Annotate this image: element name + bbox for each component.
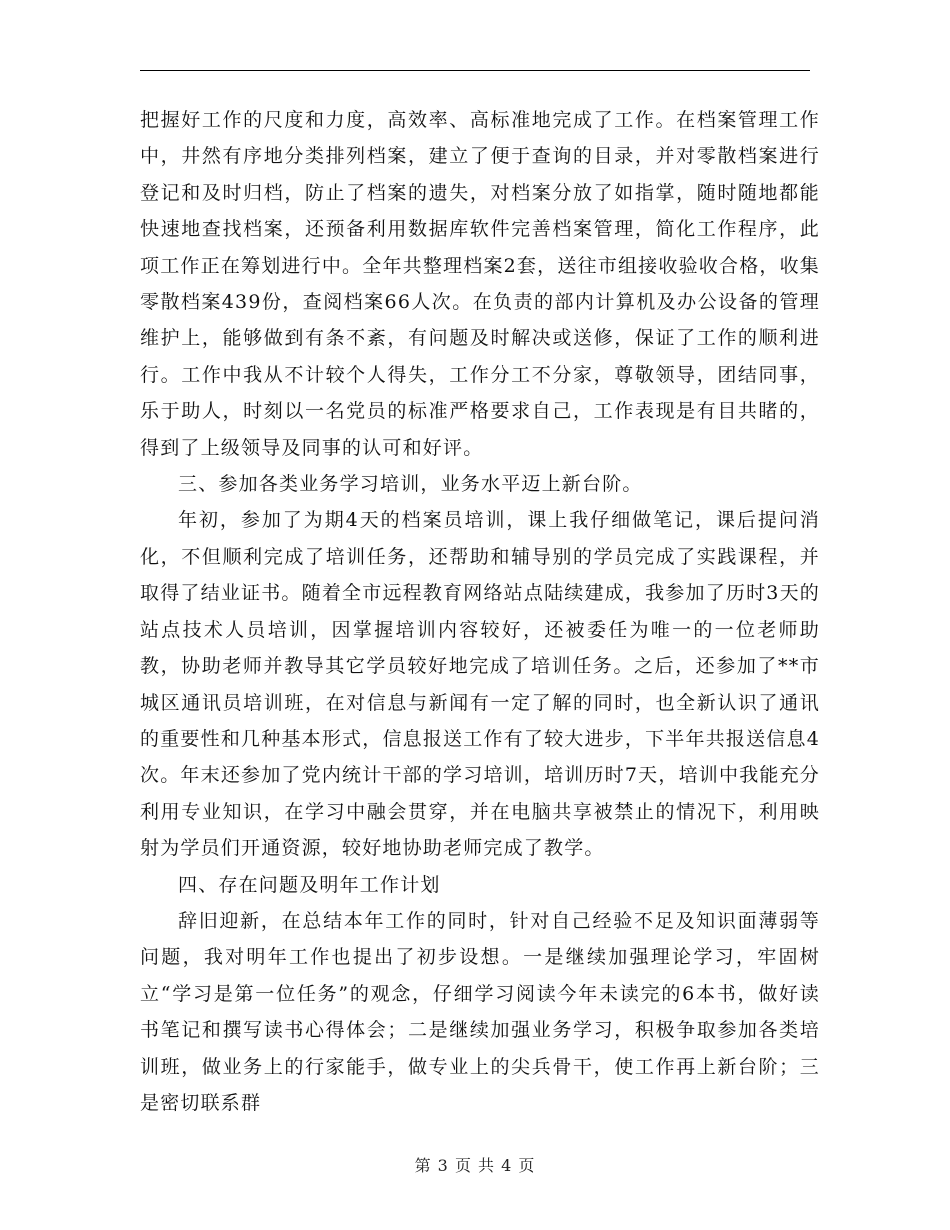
section-heading-plans: 四、存在问题及明年工作计划 [178, 873, 441, 896]
paragraph-training: 年初，参加了为期4天的档案员培训，课上我仔细做笔记，课后提问消化，不但顺利完成了培训任务，还帮助和辅导别的学员完成了实践课程，并取得了结业证书。随着全市远程教育网络站点陆续建成，我参加了历时3天的站点技术人员培训，因掌握培训内容较好，还被委任为唯一的一位老师助教，协助老师并教导其它学员较好地完成了培训任务。之后，还参加了**市城区通讯员培训班，在对信息与新闻有一定了解的同时，也全新认识了通讯的重要性和几种基本形式，信息报送工作有了较大进步，下半年共报送信息4次。年末还参加了党内统计干部的学习培训，培训历时7天，培训中我能充分利用专业知识，在学习中融会贯穿，并在电脑共享被禁止的情况下，利用映射为学员们开通资源，较好地协助老师完成了教学。 [140, 509, 820, 860]
document-body [140, 102, 820, 1121]
section-heading-training: 三、参加各类业务学习培训，业务水平迈上新台阶。 [178, 473, 643, 496]
page-number-footer: 第 3 页 共 4 页 [414, 1156, 536, 1175]
paragraph-archive-work: 把握好工作的尺度和力度，高效率、高标准地完成了工作。在档案管理工作中，井然有序地分类排列档案，建立了便于查询的目录，并对零散档案进行登记和及时归档，防止了档案的遗失，对档案分放了如指掌，随时随地都能快速地查找档案，还预备利用数据库软件完善档案管理，简化工作程序，此项工作正在筹划进行中。全年共整理档案2套，送往市组接收验收合格，收集零散档案439份，查阅档案66人次。在负责的部内计算机及办公设备的管理维护上，能够做到有条不紊，有问题及时解决或送修，保证了工作的顺利进行。工作中我从不计较个人得失，工作分工不分家，尊敬领导，团结同事，乐于助人，时刻以一名党员的标准严格要求自己，工作表现是有目共睹的，得到了上级领导及同事的认可和好评。 [140, 109, 820, 459]
header-rule [140, 70, 810, 71]
paragraph-plans: 辞旧迎新，在总结本年工作的同时，针对自己经验不足及知识面薄弱等问题，我对明年工作也提出了初步设想。一是继续加强理论学习，牢固树立“学习是第一位任务”的观念，仔细学习阅读今年未读完的6本书，做好读书笔记和撰写读书心得体会；二是继续加强业务学习，积极争取参加各类培训班，做业务上的行家能手，做专业上的尖兵骨干，使工作再上新台阶；三是密切联系群 [140, 909, 820, 1114]
